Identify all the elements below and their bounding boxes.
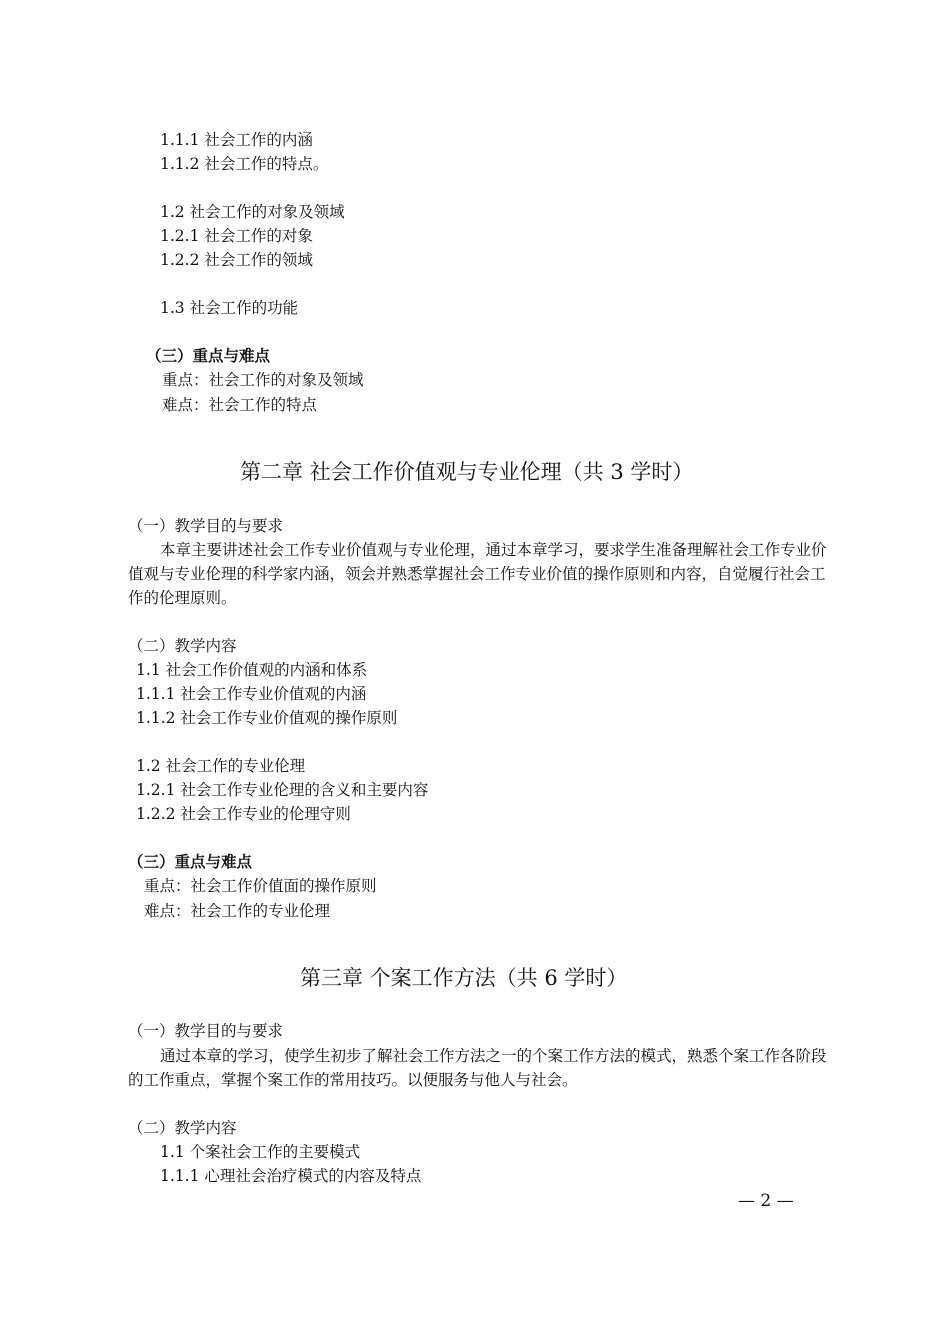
goals-paragraph xyxy=(128,538,833,610)
chapter-2-title: 第二章 社会工作价值观与专业伦理（共 3 学时） xyxy=(240,460,694,484)
section-1-3: 1.3 社会工作的功能 xyxy=(160,299,299,317)
section-1-2-2: 1.2.2 社会工作的领域 xyxy=(160,251,313,269)
key-point: 重点：社会工作的对象及领域 xyxy=(162,371,364,389)
section-1-1: 1.1 社会工作价值观的内涵和体系 xyxy=(136,661,368,679)
section-1-1-1: 1.1.1 社会工作专业价值观的内涵 xyxy=(136,685,367,703)
goals-heading: （一）教学目的与要求 xyxy=(128,517,284,535)
section-1-1: 1.1 个案社会工作的主要模式 xyxy=(160,1143,361,1161)
section-1-1-2: 1.1.2 社会工作专业价值观的操作原则 xyxy=(136,709,398,727)
key-point: 重点：社会工作价值面的操作原则 xyxy=(144,877,377,895)
section-1-2: 1.2 社会工作的对象及领域 xyxy=(160,203,345,221)
section-1-2: 1.2 社会工作的专业伦理 xyxy=(136,757,306,775)
goals-heading: （一）教学目的与要求 xyxy=(128,1022,284,1040)
section-1-1-1: 1.1.1 心理社会治疗模式的内容及特点 xyxy=(160,1167,422,1185)
page-number: — 2 — xyxy=(738,1191,794,1211)
section-1-1-1: 1.1.1 社会工作的内涵 xyxy=(160,131,313,149)
section-1-2-1: 1.2.1 社会工作的对象 xyxy=(160,227,313,245)
difficult-point: 难点：社会工作的特点 xyxy=(162,396,318,414)
chapter-3-title: 第三章 个案工作方法（共 6 学时） xyxy=(300,966,628,990)
content-heading: （二）教学内容 xyxy=(128,637,237,655)
goals-paragraph xyxy=(128,1044,833,1092)
section-1-2-1: 1.2.1 社会工作专业伦理的含义和主要内容 xyxy=(136,781,429,799)
difficult-point: 难点：社会工作的专业伦理 xyxy=(144,902,331,920)
content-heading: （二）教学内容 xyxy=(128,1119,237,1137)
goals-text: 本章主要讲述社会工作专业价值观与专业伦理，通过本章学习，要求学生准备理解社会工作专业价值观与专业伦理的科学家内涵，领会并熟悉掌握社会工作专业价值的操作原则和内容，自觉履行社会工作的伦理原则。 xyxy=(128,541,827,607)
section-1-2-2: 1.2.2 社会工作专业的伦理守则 xyxy=(136,805,351,823)
goals-text: 通过本章的学习，使学生初步了解社会工作方法之一的个案工作方法的模式，熟悉个案工作各阶段的工作重点，掌握个案工作的常用技巧。以便服务与他人与社会。 xyxy=(128,1047,827,1089)
key-points-heading: （三）重点与难点 xyxy=(128,852,253,871)
section-1-1-2: 1.1.2 社会工作的特点。 xyxy=(160,155,329,173)
key-points-heading: （三）重点与难点 xyxy=(146,346,271,365)
